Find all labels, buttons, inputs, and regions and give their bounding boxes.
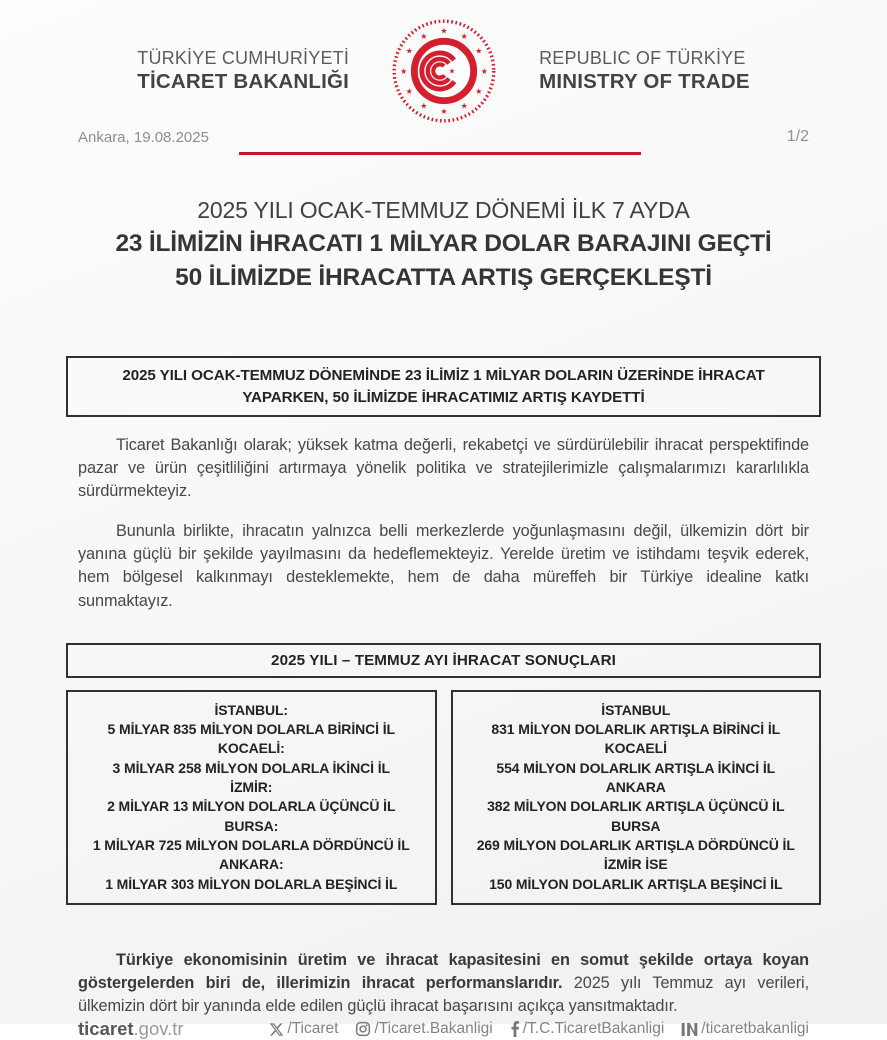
title-line-1: 2025 YILI OCAK-TEMMUZ DÖNEMİ İLK 7 AYDA (197, 197, 690, 223)
results-line: 269 MİLYON DOLARLIK ARTIŞLA DÖRDÜNCÜ İL (476, 836, 795, 853)
results-header-box: 2025 YILI – TEMMUZ AYI İHRACAT SONUÇLARI (66, 643, 821, 678)
svg-text:★: ★ (448, 66, 456, 76)
ministry-of-trade-emblem-icon (391, 18, 497, 124)
results-line: 1 MİLYAR 303 MİLYON DOLARLA BEŞİNCİ İL (105, 875, 398, 892)
results-line: BURSA (611, 817, 661, 834)
results-line: BURSA: (224, 817, 279, 834)
org-en-line1: REPUBLIC OF TÜRKİYE (539, 47, 746, 68)
svg-text:★: ★ (475, 86, 483, 96)
page-title (38, 194, 849, 296)
org-en-line2: MINISTRY OF TRADE (539, 70, 750, 94)
svg-text:★: ★ (405, 86, 413, 96)
closing-bold-text: Türkiye ekonomisinin üretim ve ihracat kapasitesini en somut şekilde ortaya koyan göstergelerden biri de, illerimizin ihracat performanslarıdır. (78, 950, 809, 993)
dateline: Ankara, 19.08.2025 (78, 129, 209, 146)
svg-text:★: ★ (475, 46, 483, 56)
results-box-export-totals (66, 690, 437, 905)
highlight-box: 2025 YILI OCAK-TEMMUZ DÖNEMİNDE 23 İLİMİZ 1 MİLYAR DOLARIN ÜZERİNDE İHRACAT YAPARKEN, 50 İLİMİZDE İHRACATIMIZ ARTIŞ KAYDETTİ (66, 356, 821, 417)
svg-text:★: ★ (460, 101, 468, 111)
results-line: 150 MİLYON DOLARLIK ARTIŞLA BEŞİNCİ İL (489, 875, 783, 892)
website-suffix: .gov.tr (133, 1018, 184, 1040)
dateline-row (78, 128, 809, 146)
social-handle: /ticaretbakanligi (701, 1020, 809, 1038)
org-tr-line2: TİCARET BAKANLIĞI (137, 70, 350, 94)
social-handle: /T.C.TicaretBakanligi (522, 1020, 665, 1038)
footer (38, 1018, 849, 1040)
org-title-english (539, 47, 750, 95)
results-line: KOCAELİ: (217, 740, 285, 757)
results-line: 831 MİLYON DOLARLIK ARTIŞLA BİRİNCİ İL (491, 721, 781, 738)
results-line: İSTANBUL: (214, 701, 288, 718)
social-handle: /Ticaret (287, 1020, 339, 1038)
results-line: 2 MİLYAR 13 MİLYON DOLARLA ÜÇÜNCÜ İL (107, 798, 396, 815)
results-line: 3 MİLYAR 258 MİLYON DOLARLA İKİNCİ İL (112, 759, 390, 776)
svg-text:★: ★ (440, 107, 448, 117)
title-line-3: 50 İLİMİZDE İHRACATTA ARTIŞ GERÇEKLEŞTİ (175, 264, 712, 292)
masthead (38, 18, 849, 124)
social-item-x (269, 1020, 338, 1038)
nsosyal-icon (681, 1022, 698, 1037)
results-row (66, 690, 821, 905)
social-item-nsosyal (681, 1020, 809, 1038)
results-line: İZMİR İSE (603, 856, 668, 873)
social-handle: /Ticaret.Bakanligi (374, 1020, 493, 1038)
x-icon (269, 1022, 284, 1037)
svg-text:★: ★ (460, 31, 468, 41)
svg-text:★: ★ (480, 66, 488, 76)
svg-text:★: ★ (420, 31, 428, 41)
paragraph-2: Bununla birlikte, ihracatın yalnızca belli merkezlerde yoğunlaşmasını değil, ülkemizin dört bir yanına güçlü bir şekilde yayılmasını da hedeflemekteyiz. Yerelde üretim ve istihdamı teşvik ederek, hem bölgesel kalkınmayı desteklemekte, hem de daha müreffeh bir Türkiye idealine katkı sunmaktayız. (78, 522, 809, 610)
social-item-instagram (355, 1020, 492, 1038)
results-line: KOCAELİ (604, 740, 667, 757)
results-line: ANKARA: (218, 856, 284, 873)
closing-paragraph (78, 949, 809, 1018)
org-title-turkish (137, 47, 349, 95)
social-links (269, 1020, 809, 1038)
social-item-facebook (510, 1020, 665, 1038)
page-indicator: 1/2 (786, 128, 809, 145)
results-box-export-increases (451, 690, 822, 905)
results-line: İZMİR: (230, 779, 273, 796)
results-line: 1 MİLYAR 725 MİLYON DOLARLA DÖRDÜNCÜ İL (92, 836, 410, 853)
svg-text:★: ★ (400, 66, 408, 76)
org-tr-line1: TÜRKİYE CUMHURİYETİ (137, 47, 350, 68)
results-line: ANKARA (605, 779, 666, 796)
svg-text:★: ★ (420, 101, 428, 111)
title-line-2: 23 İLİMİZİN İHRACATI 1 MİLYAR DOLAR BARAJINI GEÇTİ (115, 229, 772, 257)
results-line: İSTANBUL (601, 701, 671, 718)
instagram-icon (355, 1021, 371, 1037)
paragraph-1: Ticaret Bakanlığı olarak; yüksek katma değerli, rekabetçi ve sürdürülebilir ihracat perspektifinde pazar ve ürün çeşitliliğini artırmaya yönelik politika ve stratejilerimizle çalışmalarımızı kararlılıkla sürdürmekteyiz. (78, 435, 809, 501)
header-divider-red-segment (239, 152, 641, 155)
facebook-icon (510, 1021, 520, 1037)
svg-text:★: ★ (405, 46, 413, 56)
website-bold-part: ticaret (78, 1018, 134, 1040)
website-url (78, 1018, 184, 1040)
results-line: 382 MİLYON DOLARLIK ARTIŞLA ÜÇÜNCÜ İL (487, 798, 785, 815)
svg-text:★: ★ (440, 26, 448, 36)
results-line: 5 MİLYAR 835 MİLYON DOLARLA BİRİNCİ İL (107, 721, 395, 738)
closing-regular-text: 2025 yılı Temmuz ayı verileri, ülkemizin dört bir yanında elde edilen güçlü ihracat başarısını açıkça yansıtmaktadır. (78, 974, 809, 1016)
results-line: 554 MİLYON DOLARLIK ARTIŞLA İKİNCİ İL (496, 759, 776, 776)
